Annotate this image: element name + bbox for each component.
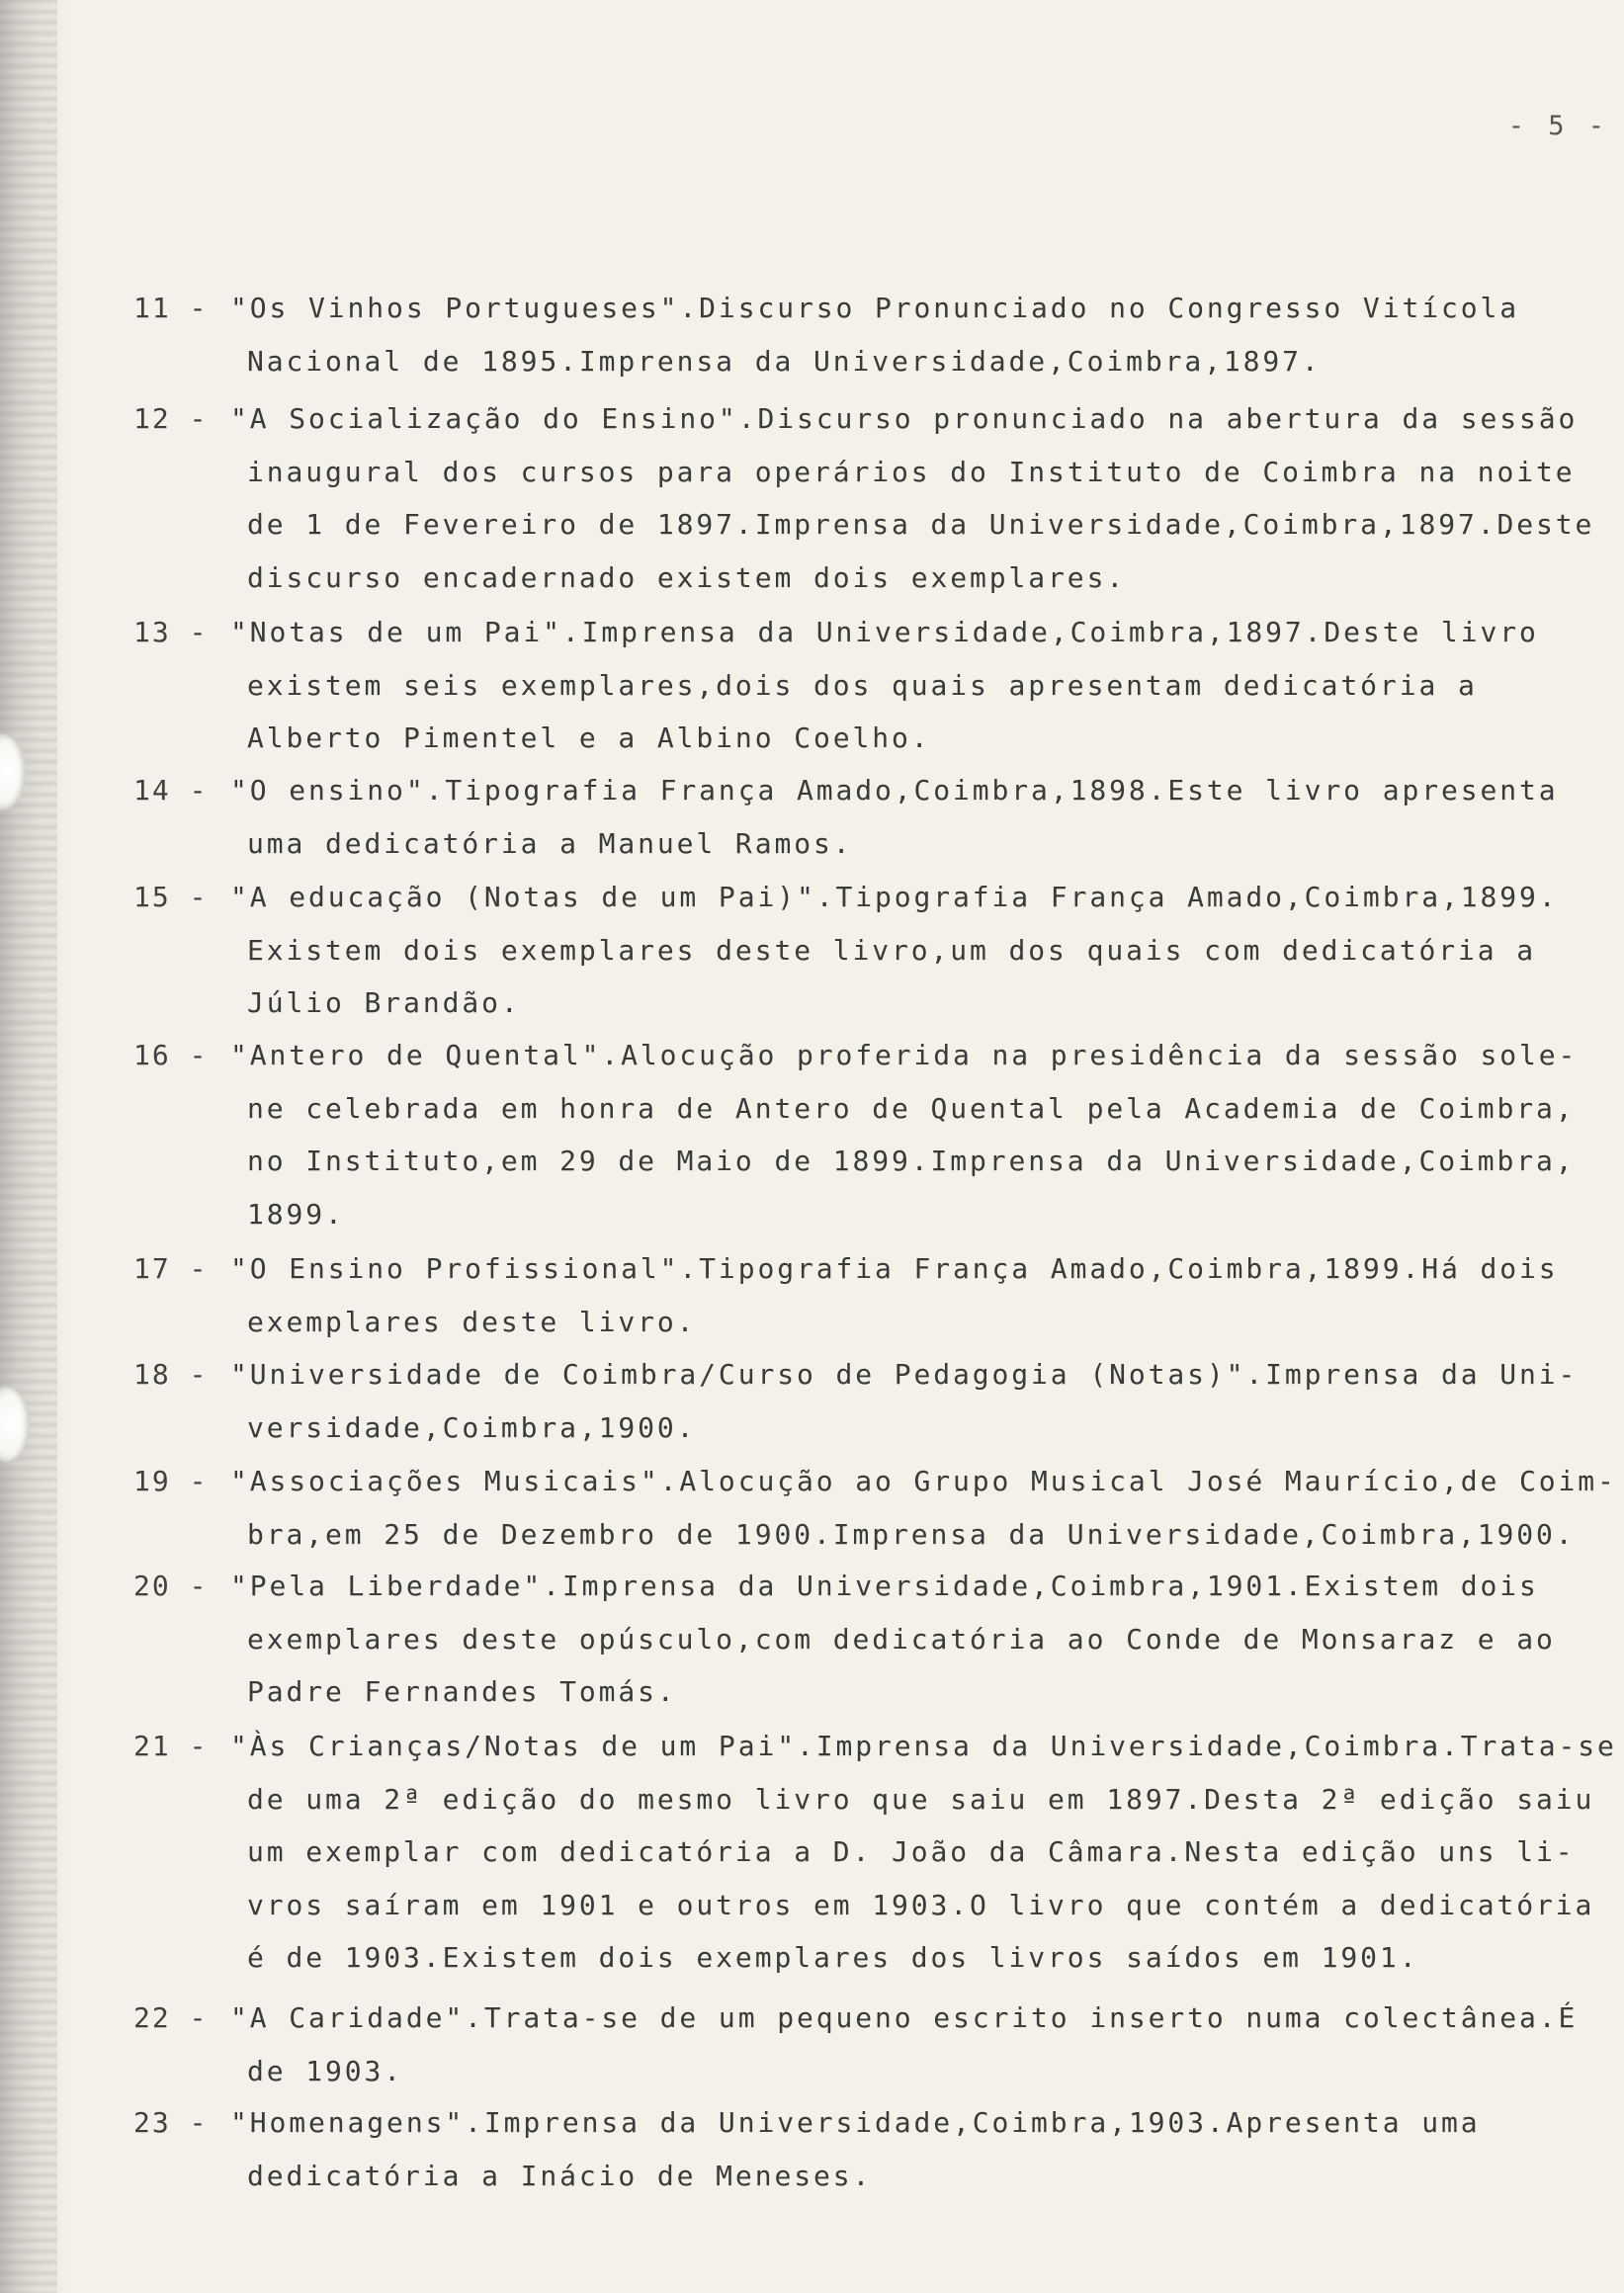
entry-text-line: no Instituto,em 29 de Maio de 1899.Imprensa da Universidade,Coimbra, (247, 1145, 1576, 1177)
entry-text-line: de 1903. (247, 2054, 404, 2087)
entry-title-line: "A Socialização do Ensino".Discurso pronunciado na abertura da sessão (230, 402, 1579, 435)
entry-text-line: Júlio Brandão. (247, 986, 521, 1019)
entry-text-line: Nacional de 1895.Imprensa da Universidade,Coimbra,1897. (247, 344, 1322, 378)
entry-title-line: "O Ensino Profissional".Tipografia França Amado,Coimbra,1899.Há dois (230, 1252, 1559, 1285)
entry-number: 18 - (133, 1358, 209, 1391)
entry-text-line: versidade,Coimbra,1900. (247, 1410, 697, 1444)
entry-text-line: Alberto Pimentel e a Albino Coelho. (247, 722, 931, 754)
entry-number: 21 - (133, 1730, 209, 1762)
entry-text-line: Padre Fernandes Tomás. (247, 1675, 677, 1708)
entry-number: 15 - (133, 881, 209, 913)
entry-text-line: inaugural dos cursos para operários do Instituto de Coimbra na noite (247, 455, 1576, 488)
entry-text-line: de uma 2ª edição do mesmo livro que saiu em 1897.Desta 2ª edição saiu (247, 1782, 1595, 1816)
entry-text-line: 1899. (247, 1197, 345, 1231)
entry-title-line: "O ensino".Tipografia França Amado,Coimbra,1898.Este livro apresenta (230, 774, 1559, 807)
entry-title-line: "Pela Liberdade".Imprensa da Universidade,Coimbra,1901.Existem dois (230, 1570, 1539, 1602)
entry-number: 14 - (133, 774, 209, 807)
entry-title-line: "Homenagens".Imprensa da Universidade,Coimbra,1903.Apresenta uma (230, 2106, 1481, 2139)
entry-text-line: vros saíram em 1901 e outros em 1903.O livro que contém a dedicatória (247, 1888, 1595, 1921)
entry-title-line: "Às Crianças/Notas de um Pai".Imprensa da Universidade,Coimbra.Trata-se (230, 1730, 1617, 1762)
entry-title-line: "A Caridade".Trata-se de um pequeno escrito inserto numa colectânea.É (230, 2001, 1579, 2034)
entry-number: 22 - (133, 2001, 209, 2034)
entry-text-line: uma dedicatória a Manuel Ramos. (247, 826, 853, 860)
entry-text-line: é de 1903.Existem dois exemplares dos livros saídos em 1901. (247, 1941, 1419, 1974)
entry-text-line: dedicatória a Inácio de Meneses. (247, 2159, 873, 2192)
entry-text-line: bra,em 25 de Dezembro de 1900.Imprensa da Universidade,Coimbra,1900. (247, 1517, 1576, 1551)
entry-text-line: exemplares deste livro. (247, 1305, 697, 1338)
entry-number: 16 - (133, 1039, 209, 1071)
entry-text-line: Existem dois exemplares deste livro,um dos quais com dedicatória a (247, 933, 1536, 967)
entry-text-line: exemplares deste opúsculo,com dedicatória ao Conde de Monsaraz e ao (247, 1622, 1556, 1656)
entry-number: 11 - (133, 292, 209, 324)
entry-text-line: um exemplar com dedicatória a D. João da Câmara.Nesta edição uns li- (247, 1835, 1576, 1868)
entry-title-line: "Universidade de Coimbra/Curso de Pedagogia (Notas)".Imprensa da Uni- (230, 1358, 1579, 1391)
entry-number: 23 - (133, 2106, 209, 2139)
entry-title-line: "Notas de um Pai".Imprensa da Universidade,Coimbra,1897.Deste livro (230, 616, 1539, 648)
binding-edge (0, 0, 57, 2293)
entry-number: 12 - (133, 402, 209, 435)
page-number: - 5 - (1507, 111, 1608, 141)
entry-title-line: "Associações Musicais".Alocução ao Grupo Musical José Maurício,de Coim- (230, 1465, 1617, 1497)
entry-text-line: ne celebrada em honra de Antero de Quental pela Academia de Coimbra, (247, 1091, 1576, 1125)
entry-title-line: "Antero de Quental".Alocução proferida na presidência da sessão sole- (230, 1039, 1579, 1071)
entry-title-line: "A educação (Notas de um Pai)".Tipografia França Amado,Coimbra,1899. (230, 881, 1559, 913)
entry-number: 20 - (133, 1570, 209, 1602)
entry-number: 13 - (133, 616, 209, 648)
entry-text-line: de 1 de Fevereiro de 1897.Imprensa da Universidade,Coimbra,1897.Deste (247, 508, 1595, 541)
entry-number: 19 - (133, 1465, 209, 1497)
entry-number: 17 - (133, 1252, 209, 1285)
entry-text-line: existem seis exemplares,dois dos quais apresentam dedicatória a (247, 668, 1478, 702)
entry-title-line: "Os Vinhos Portugueses".Discurso Pronunciado no Congresso Vitícola (230, 292, 1519, 324)
entry-text-line: discurso encadernado existem dois exemplares. (247, 560, 1127, 594)
